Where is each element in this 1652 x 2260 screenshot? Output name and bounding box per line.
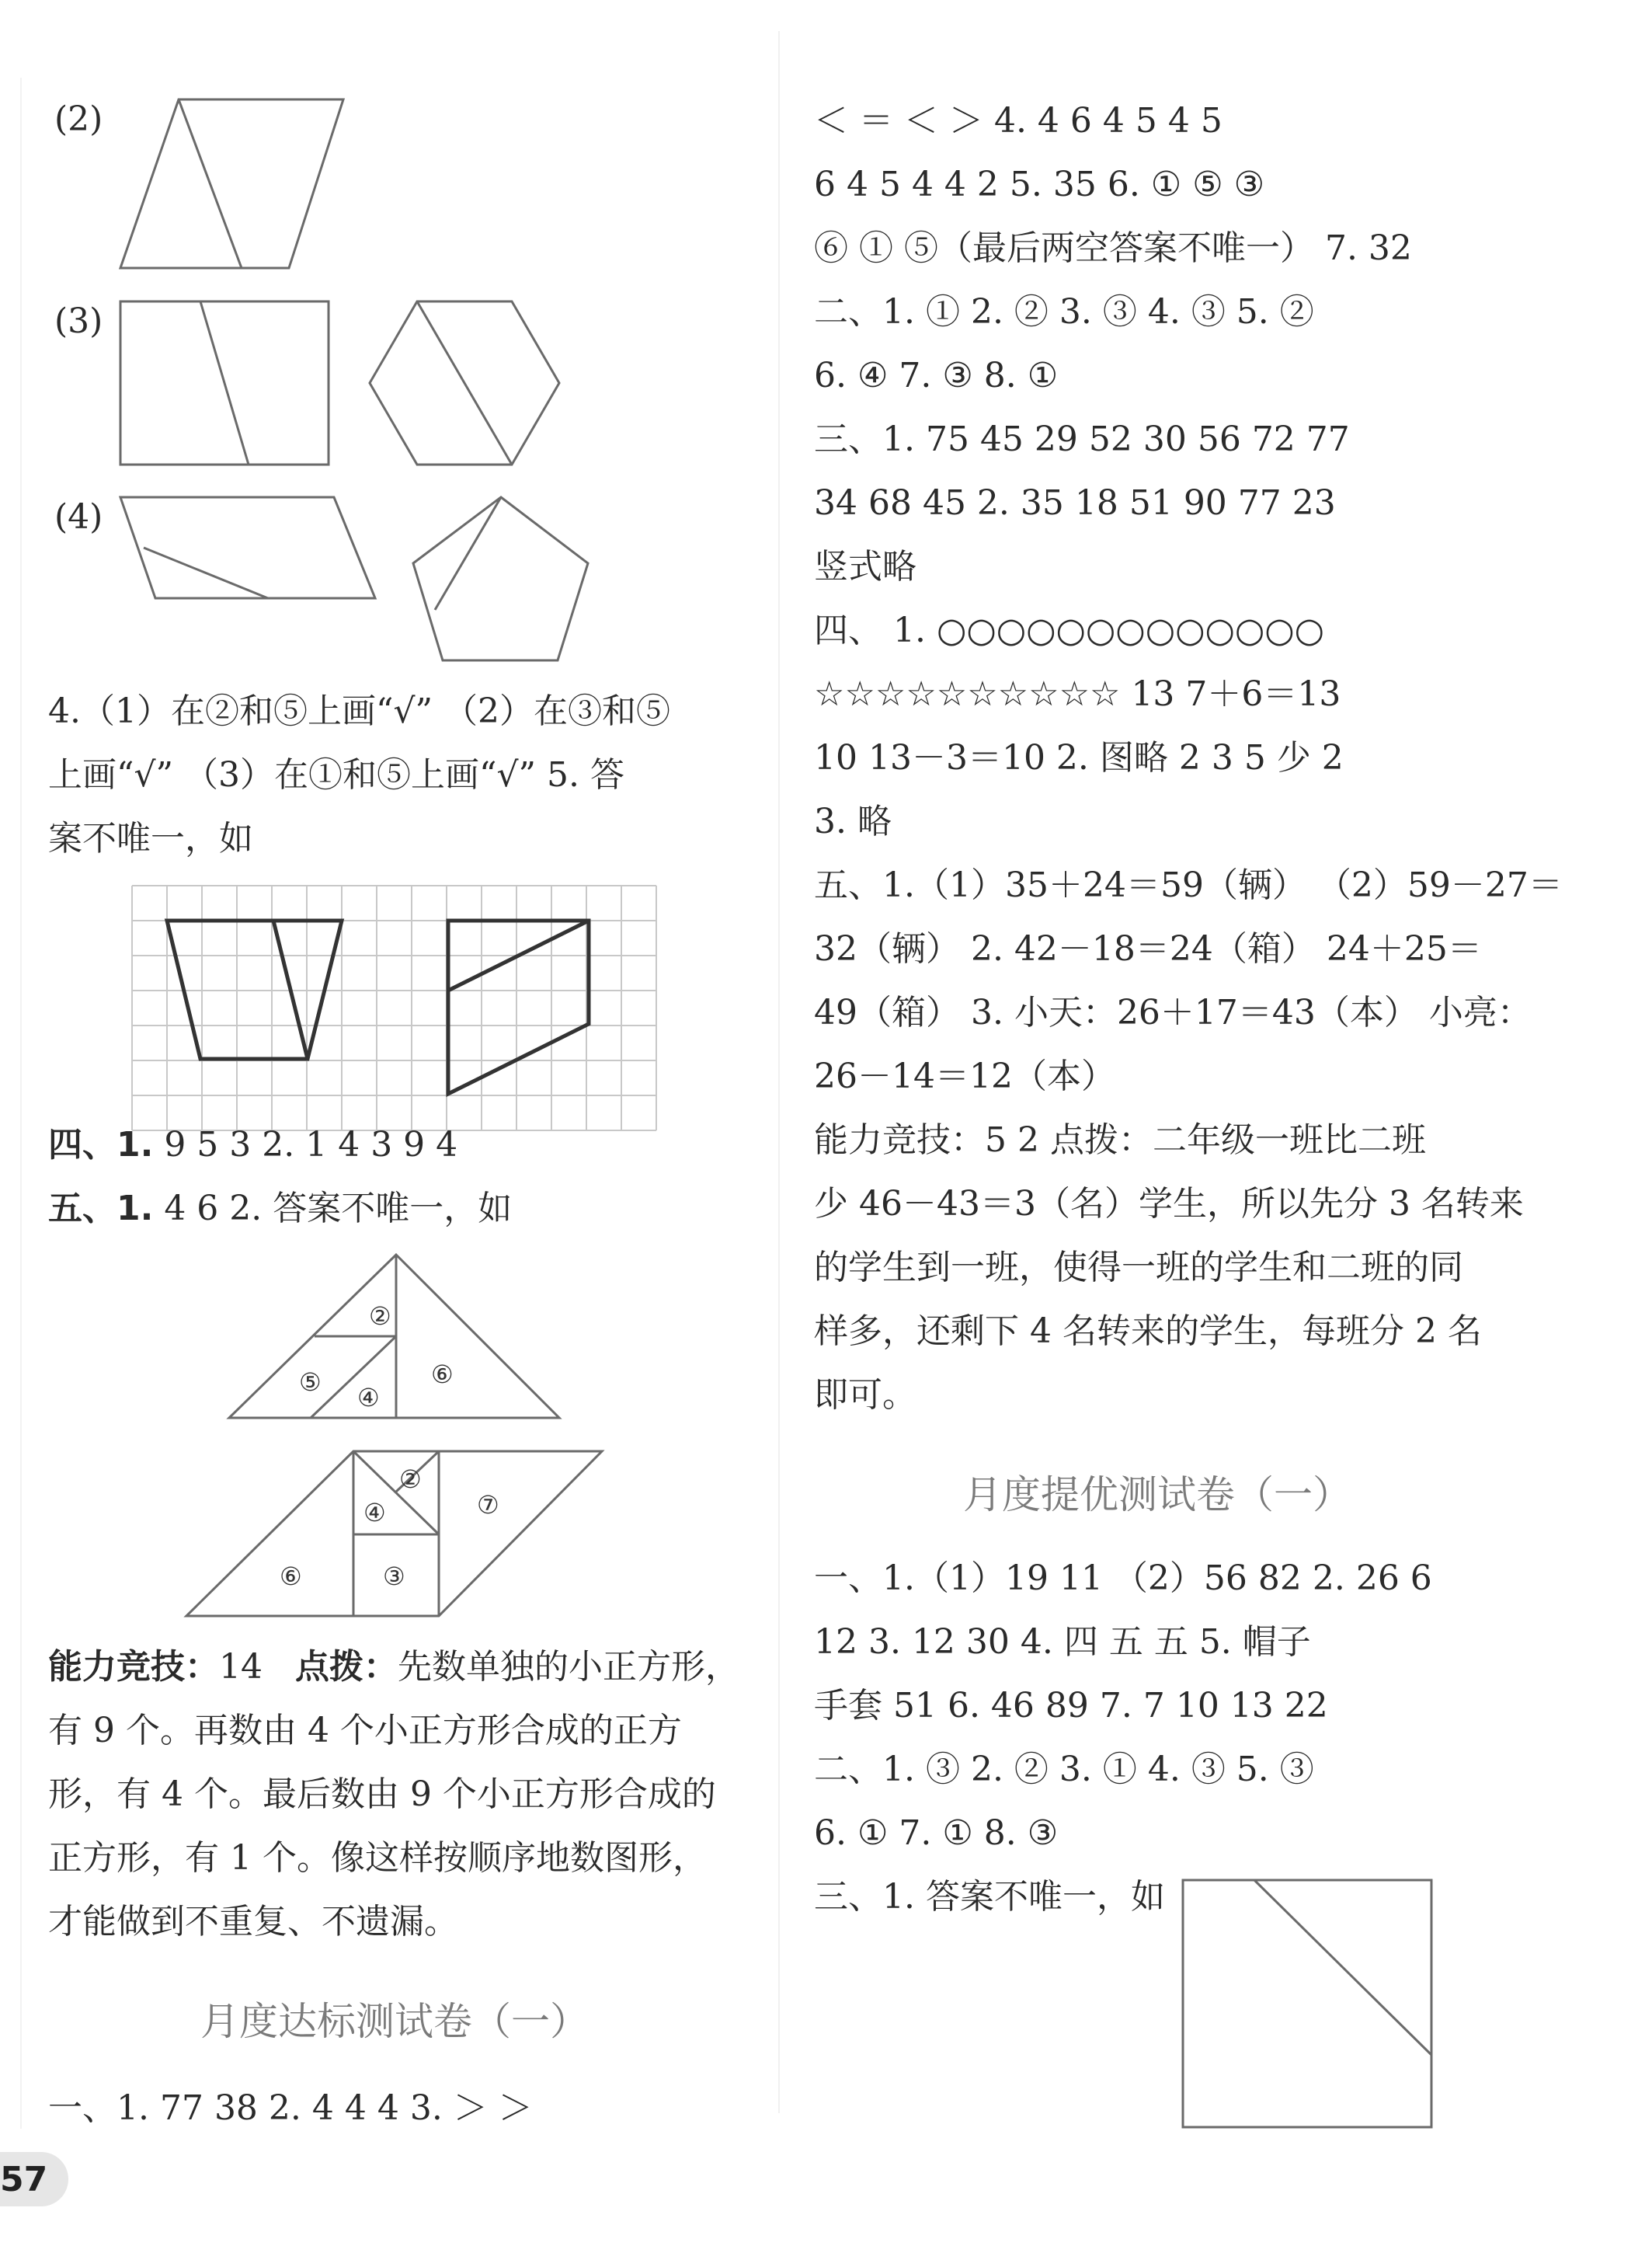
para-label-2: ② — [399, 1464, 422, 1494]
nl-line-3: 形，有 4 个。最后数由 9 个小正方形合成的 — [48, 1774, 716, 1814]
r-line-12: 3. 略 — [814, 802, 892, 841]
q4-line-3: 案不唯一，如 — [48, 819, 253, 858]
r-line-27: 三、1. 答案不唯一，如 — [814, 1877, 1165, 1917]
right-test-title: 月度提优测试卷（一） — [963, 1472, 1351, 1517]
nl-head: 能力竞技： — [48, 1647, 219, 1687]
left-test-line-1: 一、1. 77 38 2. 4 4 4 3. ＞ ＞ — [48, 2088, 533, 2128]
r-line-14: 32（辆） 2. 42－18＝24（箱） 24＋25＝ — [814, 929, 1482, 969]
r-line-15: 49（箱） 3. 小天：26＋17＝43（本） 小亮： — [814, 993, 1532, 1032]
para-label-3: ③ — [383, 1562, 405, 1591]
r-line-13: 五、1.（1）35＋24＝59（辆） （2）59－27＝ — [814, 865, 1563, 905]
r-line-8: 竖式略 — [814, 547, 916, 587]
r-line-4: 二、1. ① 2. ② 3. ③ 4. ③ 5. ② — [814, 292, 1314, 332]
r-line-3: ⑥ ① ⑤（最后两空答案不唯一） 7. 32 — [814, 228, 1412, 268]
para-label-6: ⑥ — [280, 1562, 302, 1591]
tri-label-6: ⑥ — [431, 1360, 454, 1389]
r-line-19: 的学生到一班，使得一班的学生和二班的同 — [814, 1248, 1463, 1287]
tri-label-2: ② — [369, 1301, 391, 1331]
r-line-20: 样多，还剩下 4 名转来的学生，每班分 2 名 — [814, 1311, 1482, 1351]
s4-head: 四、1. — [48, 1125, 154, 1165]
r-line-2: 6 4 5 4 4 2 5. 35 6. ① ⑤ ③ — [814, 165, 1265, 204]
para-label-4: ④ — [363, 1498, 386, 1527]
r-line-21: 即可。 — [814, 1375, 916, 1415]
tri-label-4: ④ — [357, 1383, 380, 1412]
fig-label-4: (4) — [54, 497, 103, 537]
q4-line-2: 上画“√” （3）在①和⑤上画“√” 5. 答 — [48, 755, 624, 795]
nl-line-5: 才能做到不重复、不遗漏。 — [48, 1902, 458, 1941]
r-line-23: 12 3. 12 30 4. 四 五 五 5. 帽子 — [814, 1622, 1311, 1662]
r-line-11: 10 13－3＝10 2. 图略 2 3 5 少 2 — [814, 738, 1344, 778]
para-label-7: ⑦ — [477, 1490, 499, 1520]
nl-line-2: 有 9 个。再数由 4 个小正方形合成的正方 — [48, 1711, 682, 1750]
r-line-26: 6. ① 7. ① 8. ③ — [814, 1813, 1059, 1853]
s5-head: 五、1. — [48, 1189, 154, 1228]
fig-label-3: (3) — [54, 301, 103, 341]
r-line-17: 能力竞技：5 2 点拨：二年级一班比二班 — [814, 1120, 1426, 1160]
r-line-6: 三、1. 75 45 29 52 30 56 72 77 — [814, 420, 1350, 459]
r-line-24: 手套 51 6. 46 89 7. 7 10 13 22 — [814, 1686, 1328, 1725]
r-line-5: 6. ④ 7. ③ 8. ① — [814, 356, 1059, 395]
left-test-title: 月度达标测试卷（一） — [200, 1999, 589, 2044]
r-line-9: 四、 1. ○○○○○○○○○○○○○ — [814, 611, 1325, 650]
r-line-16: 26－14＝12（本） — [814, 1057, 1115, 1096]
s4-answers: 9 5 3 2. 1 4 3 9 4 — [153, 1125, 458, 1165]
nl-tip-1: 先数单独的小正方形， — [397, 1647, 739, 1687]
r-line-25: 二、1. ③ 2. ② 3. ① 4. ③ 5. ③ — [814, 1750, 1314, 1789]
s5-answers: 4 6 2. 答案不唯一，如 — [153, 1189, 513, 1228]
nl-line-4: 正方形，有 1 个。像这样按顺序地数图形， — [48, 1838, 707, 1878]
page-number: 57 — [0, 2160, 48, 2199]
nl-value: 14 — [219, 1647, 263, 1687]
r-line-7: 34 68 45 2. 35 18 51 90 77 23 — [814, 483, 1336, 523]
r-line-22: 一、1.（1）19 11 （2）56 82 2. 26 6 — [814, 1558, 1432, 1598]
nl-tip-head: 点拨： — [294, 1647, 398, 1687]
tri-label-5: ⑤ — [299, 1367, 322, 1397]
q4-line-1: 4.（1）在②和⑤上画“√” （2）在③和⑤ — [48, 691, 670, 731]
fig-label-2: (2) — [54, 99, 103, 139]
r-line-10: ☆☆☆☆☆☆☆☆☆☆ 13 7＋6＝13 — [814, 674, 1341, 714]
r-line-1: ＜ ＝ ＜ ＞ 4. 4 6 4 5 4 5 — [814, 101, 1222, 141]
r-line-18: 少 46－43＝3（名）学生，所以先分 3 名转来 — [814, 1184, 1524, 1224]
